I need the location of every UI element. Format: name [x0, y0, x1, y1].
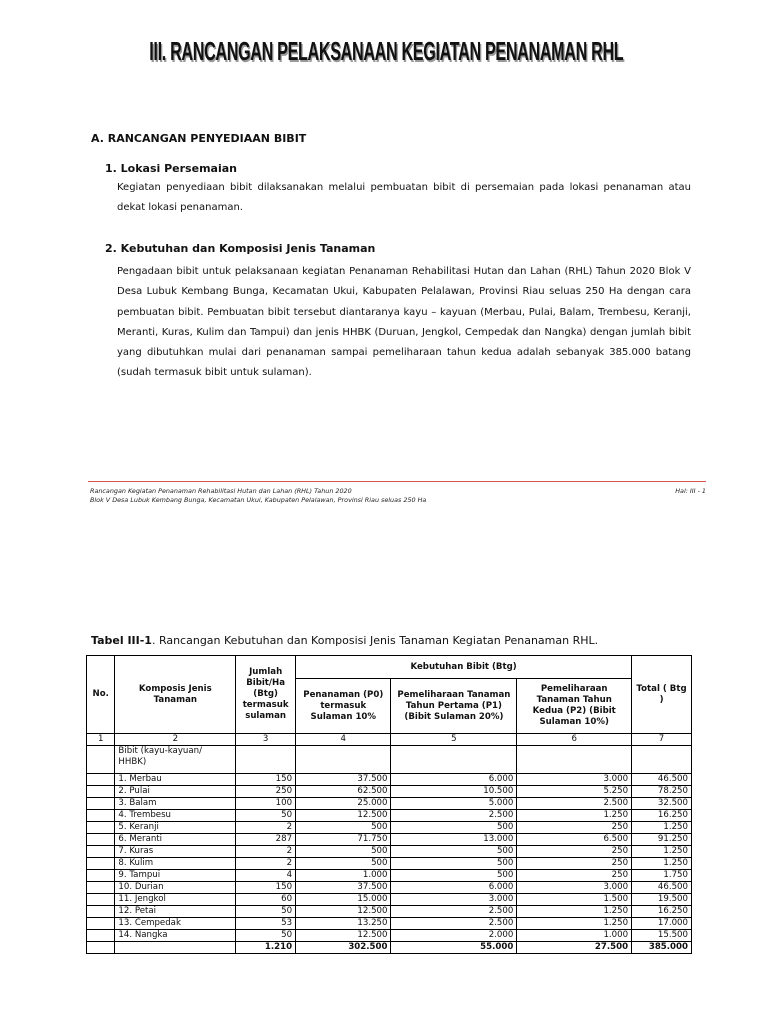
- cell-ha: 150: [236, 774, 296, 786]
- cell-p1: 5.000: [391, 798, 517, 810]
- cell-total: 32.500: [632, 798, 692, 810]
- col-number: 1: [87, 734, 115, 746]
- footer-line-1: Rancangan Kegiatan Penanaman Rehabilitasi Hutan dan Lahan (RHL) Tahun 2020: [90, 487, 352, 495]
- header-p2: Pemeliharaan Tanaman Tahun Kedua (P2) (Bibit Sulaman 10%): [517, 679, 632, 734]
- cell-name: 2. Pulai: [115, 786, 236, 798]
- table-cell: [87, 870, 115, 882]
- table-cell: [87, 810, 115, 822]
- table-cell: [87, 822, 115, 834]
- cell-ha: 50: [236, 930, 296, 942]
- table-cell: [517, 746, 632, 774]
- table-cell: [296, 746, 391, 774]
- cell-name: 9. Tampui: [115, 870, 236, 882]
- cell-p1: 3.000: [391, 894, 517, 906]
- cell-p0: 500: [296, 846, 391, 858]
- cell-p1: 10.500: [391, 786, 517, 798]
- cell-total: 15.500: [632, 930, 692, 942]
- cell-name: 6. Meranti: [115, 834, 236, 846]
- paragraph-lokasi: Kegiatan penyediaan bibit dilaksanakan melalui pembuatan bibit di persemaian pada lokasi penanaman atau dekat lokasi penanaman.: [117, 182, 691, 214]
- totals-row: [87, 942, 692, 954]
- col-number: 5: [391, 734, 517, 746]
- cell-p1: 500: [391, 870, 517, 882]
- cell-total: 91.250: [632, 834, 692, 846]
- table-cell: [87, 858, 115, 870]
- cell-total: 78.250: [632, 786, 692, 798]
- cell-name: 8. Kulim: [115, 858, 236, 870]
- cell-ha: 50: [236, 906, 296, 918]
- cell-ha: 150: [236, 882, 296, 894]
- col-number: 6: [517, 734, 632, 746]
- group-label: Bibit (kayu-kayuan/ HHBK): [115, 746, 236, 774]
- cell-p2: 1.250: [517, 810, 632, 822]
- cell-p1: 500: [391, 822, 517, 834]
- table-row: [87, 798, 692, 810]
- cell-p2: 1.250: [517, 906, 632, 918]
- table-row: [87, 858, 692, 870]
- table-cell: [391, 746, 517, 774]
- cell-name: 5. Keranji: [115, 822, 236, 834]
- cell-name: 1. Merbau: [115, 774, 236, 786]
- cell-p2: 1.000: [517, 930, 632, 942]
- table-row: [87, 870, 692, 882]
- cell-p2: 250: [517, 846, 632, 858]
- table-cell: [87, 846, 115, 858]
- table-cell: [87, 746, 115, 774]
- cell-p0: 15.000: [296, 894, 391, 906]
- cell-name: 4. Trembesu: [115, 810, 236, 822]
- table-row: [87, 846, 692, 858]
- header-total: Total ( Btg ): [632, 656, 692, 734]
- table-cell: [115, 942, 236, 954]
- table-cell: [87, 918, 115, 930]
- cell-p1: 6.000: [391, 882, 517, 894]
- cell-total: 46.500: [632, 882, 692, 894]
- cell-p0: 12.500: [296, 906, 391, 918]
- cell-p1: 2.000: [391, 930, 517, 942]
- table-row: [87, 786, 692, 798]
- cell-name: 12. Petai: [115, 906, 236, 918]
- cell-ha: 4: [236, 870, 296, 882]
- cell-ha: 53: [236, 918, 296, 930]
- table-row: [87, 906, 692, 918]
- table-row: [87, 918, 692, 930]
- cell-p1: 500: [391, 846, 517, 858]
- table-row: [87, 894, 692, 906]
- cell-p2: 2.500: [517, 798, 632, 810]
- cell-p0: 62.500: [296, 786, 391, 798]
- table-row: [87, 834, 692, 846]
- cell-ha: 50: [236, 810, 296, 822]
- cell-total: 1.250: [632, 822, 692, 834]
- cell-name: 14. Nangka: [115, 930, 236, 942]
- header-komposisi: Komposis Jenis Tanaman: [115, 656, 236, 734]
- cell-p0: 37.500: [296, 882, 391, 894]
- cell-p2: 3.000: [517, 882, 632, 894]
- col-number: 7: [632, 734, 692, 746]
- footer-line-2: Blok V Desa Lubuk Kembang Bunga, Kecamatan Ukui, Kabupaten Pelalawan, Provinsi Riau seluas 250 Ha: [90, 496, 427, 504]
- table-row: [87, 930, 692, 942]
- cell-ha: 60: [236, 894, 296, 906]
- paragraph-kebutuhan: Pengadaan bibit untuk pelaksanaan kegiatan Penanaman Rehabilitasi Hutan dan Lahan (RHL) Tahun 2020 Blok V Desa Lubuk Kembang Bunga, Kecamatan Ukui, Kabupaten Pelalawan, Provinsi Riau seluas 250 Ha dengan cara pembuatan bibit. Pembuatan bibit tersebut diantaranya kayu – kayuan (Merbau, Pulai, Balam, Trembesu, Keranji, Meranti, Kuras, Kulim dan Tampui) dan jenis HHBK (Duruan, Jengkol, Cempedak dan Nangka) dengan jumlah bibit yang dibutuhkan mulai dari penanaman sampai pemeliharaan tahun kedua adalah sebanyak 385.000 batang (sudah termasuk bibit untuk sulaman).: [117, 266, 691, 379]
- table-row: [87, 882, 692, 894]
- seedling-table: [86, 655, 692, 954]
- col-number: 2: [115, 734, 236, 746]
- cell-p0: 37.500: [296, 774, 391, 786]
- table-caption: [91, 634, 598, 647]
- cell-p0: 71.750: [296, 834, 391, 846]
- cell-total: 16.250: [632, 810, 692, 822]
- cell-ha: 2: [236, 858, 296, 870]
- cell-ha: 287: [236, 834, 296, 846]
- table-cell: [87, 834, 115, 846]
- cell-p2: 3.000: [517, 774, 632, 786]
- cell-p0: 25.000: [296, 798, 391, 810]
- table-cell: [87, 774, 115, 786]
- table-caption-label: Tabel III-1: [91, 634, 152, 647]
- table-cell: [87, 786, 115, 798]
- cell-ha: 250: [236, 786, 296, 798]
- cell-name: 10. Durian: [115, 882, 236, 894]
- cell-p2: 1.500: [517, 894, 632, 906]
- cell-p2: 1.250: [517, 918, 632, 930]
- table-row: [87, 822, 692, 834]
- table-row: [87, 810, 692, 822]
- header-p0: Penanaman (P0) termasuk Sulaman 10%: [296, 679, 391, 734]
- cell-p0: 500: [296, 822, 391, 834]
- table-cell: [87, 906, 115, 918]
- header-no: No.: [87, 656, 115, 734]
- cell-p2: 5.250: [517, 786, 632, 798]
- cell-p1: 2.500: [391, 906, 517, 918]
- cell-total: 16.250: [632, 906, 692, 918]
- cell-p0: 12.500: [296, 810, 391, 822]
- header-p1: Pemeliharaan Tanaman Tahun Pertama (P1) (Bibit Sulaman 20%): [391, 679, 517, 734]
- cell-total: 1.250: [632, 846, 692, 858]
- table-row: [87, 774, 692, 786]
- table-cell: [87, 930, 115, 942]
- header-kebutuhan: Kebutuhan Bibit (Btg): [296, 656, 632, 679]
- footer-divider: [88, 481, 706, 482]
- cell-total: 46.500: [632, 774, 692, 786]
- table-cell: [632, 746, 692, 774]
- cell-p2: 250: [517, 858, 632, 870]
- cell-ha: 2: [236, 822, 296, 834]
- header-jumlah: Jumlah Bibit/Ha (Btg) termasuk sulaman: [236, 656, 296, 734]
- table-cell: [87, 942, 115, 954]
- cell-p1: 6.000: [391, 774, 517, 786]
- footer-page-number: Hal: III - 1: [675, 487, 706, 495]
- chapter-title: III. RANCANGAN PELAKSANAAN KEGIATAN PENANAMAN RHL: [149, 36, 624, 66]
- cell-p0: 13.250: [296, 918, 391, 930]
- cell-p2: 250: [517, 822, 632, 834]
- total-p1: 55.000: [391, 942, 517, 954]
- cell-name: 13. Cempedak: [115, 918, 236, 930]
- subsection-heading-kebutuhan: 2. Kebutuhan dan Komposisi Jenis Tanaman: [105, 242, 376, 255]
- cell-total: 19.500: [632, 894, 692, 906]
- cell-total: 1.250: [632, 858, 692, 870]
- cell-name: 3. Balam: [115, 798, 236, 810]
- table-cell: [87, 882, 115, 894]
- col-number: 4: [296, 734, 391, 746]
- cell-ha: 100: [236, 798, 296, 810]
- subsection-heading-lokasi: 1. Lokasi Persemaian: [105, 162, 237, 175]
- total-ha: 1.210: [236, 942, 296, 954]
- cell-p1: 2.500: [391, 810, 517, 822]
- total-p2: 27.500: [517, 942, 632, 954]
- cell-p0: 1.000: [296, 870, 391, 882]
- cell-p0: 12.500: [296, 930, 391, 942]
- cell-p0: 500: [296, 858, 391, 870]
- cell-p1: 500: [391, 858, 517, 870]
- table-caption-text: . Rancangan Kebutuhan dan Komposisi Jenis Tanaman Kegiatan Penanaman RHL.: [151, 634, 599, 647]
- table-cell: [87, 894, 115, 906]
- cell-name: 7. Kuras: [115, 846, 236, 858]
- total-p0: 302.500: [296, 942, 391, 954]
- cell-p2: 250: [517, 870, 632, 882]
- table-cell: [236, 746, 296, 774]
- cell-total: 1.750: [632, 870, 692, 882]
- table-cell: [87, 798, 115, 810]
- cell-p1: 2.500: [391, 918, 517, 930]
- cell-p2: 6.500: [517, 834, 632, 846]
- cell-total: 17.000: [632, 918, 692, 930]
- cell-name: 11. Jengkol: [115, 894, 236, 906]
- col-number: 3: [236, 734, 296, 746]
- total-total: 385.000: [632, 942, 692, 954]
- section-heading-a: A. RANCANGAN PENYEDIAAN BIBIT: [91, 132, 307, 145]
- cell-ha: 2: [236, 846, 296, 858]
- cell-p1: 13.000: [391, 834, 517, 846]
